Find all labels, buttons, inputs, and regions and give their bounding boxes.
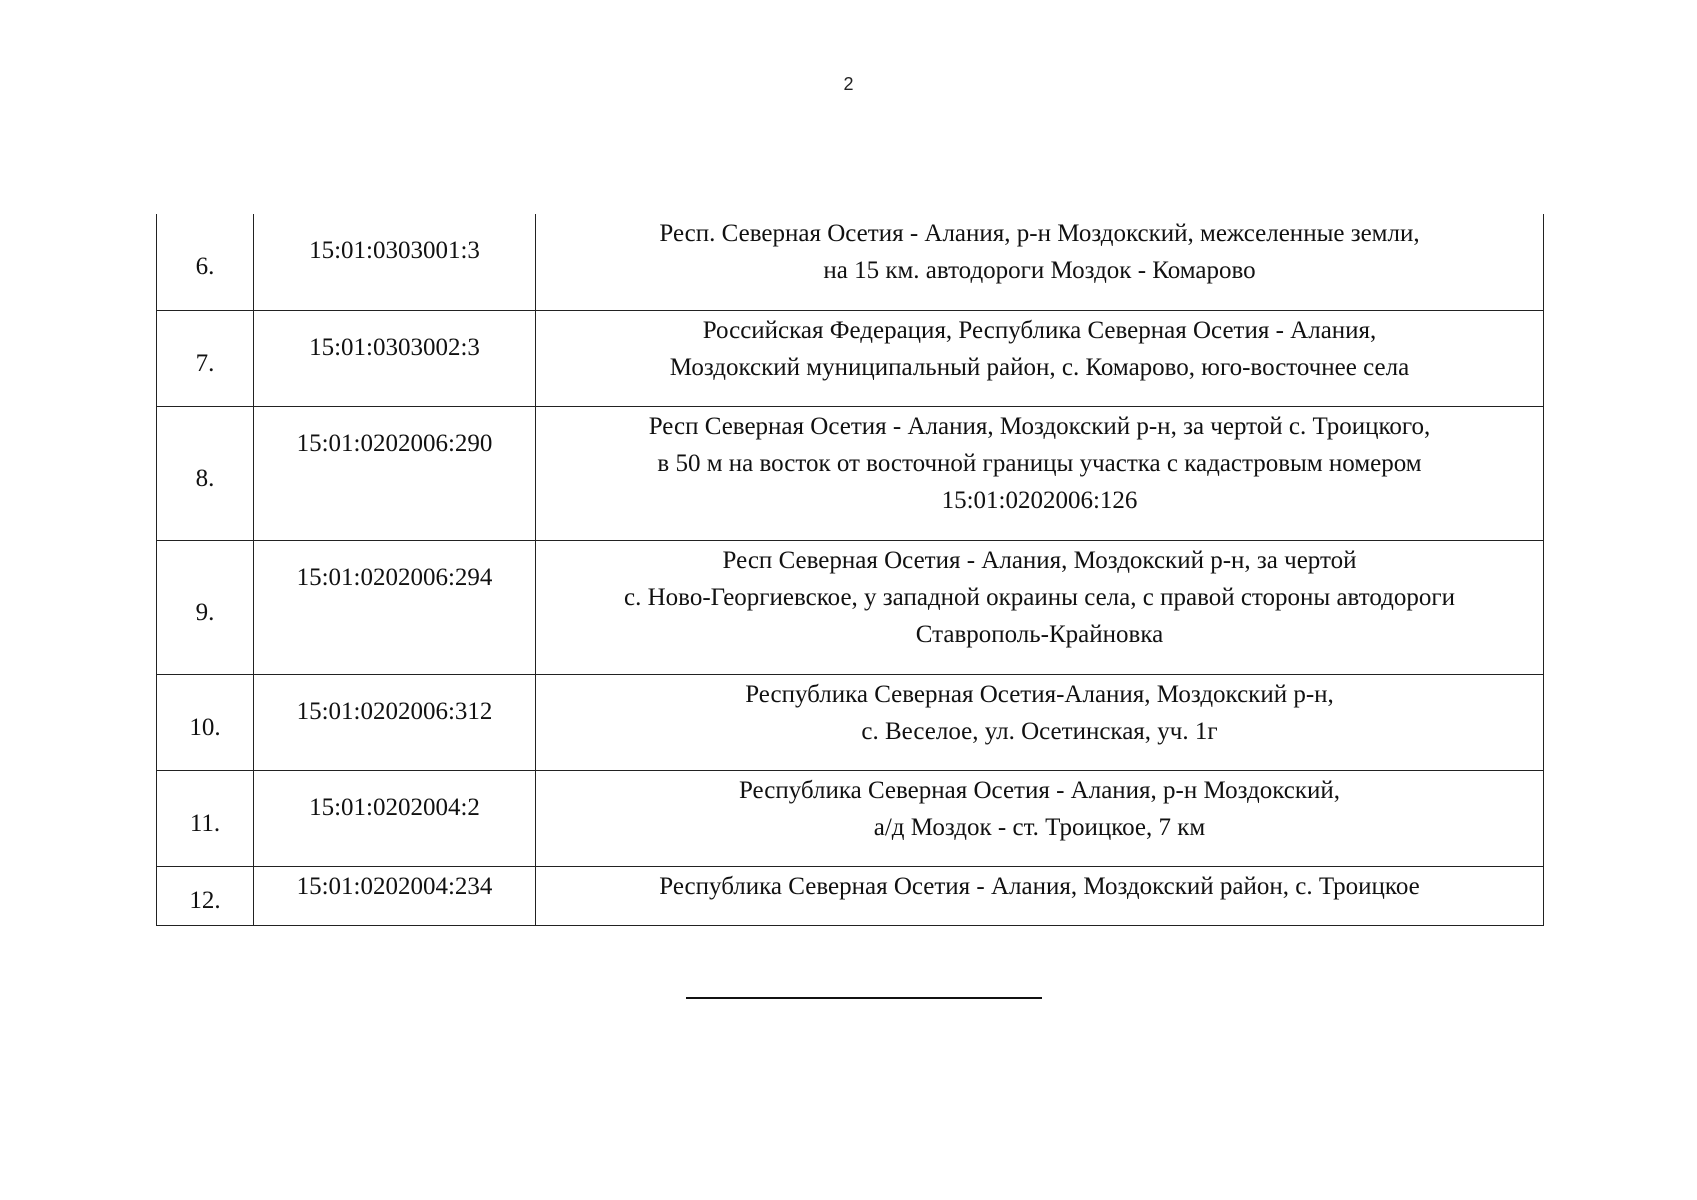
address-line: Респ Северная Осетия - Алания, Моздокский р-н, за чертой с. Троицкого,	[648, 412, 1431, 440]
row-number: 9.	[157, 540, 254, 674]
address-line: Ставрополь-Крайновка	[915, 620, 1164, 648]
address-line: Респ. Северная Осетия - Алания, р-н Моздокский, межселенные земли,	[659, 220, 1420, 247]
row-number: 12.	[157, 866, 254, 925]
row-number: 10.	[157, 674, 254, 770]
address-line: а/д Моздок - ст. Троицкое, 7 км	[873, 813, 1206, 841]
address-line: в 50 м на восток от восточной границы участка с кадастровым номером	[657, 449, 1422, 477]
address-line: с. Ново-Георгиевское, у западной окраины села, с правой стороны автодороги	[624, 583, 1455, 611]
address-cell	[536, 540, 1544, 674]
address-cell	[536, 214, 1544, 310]
row-number: 7.	[157, 310, 254, 406]
cadastral-number: 15:01:0202006:294	[254, 540, 536, 674]
address-line: Российская Федерация, Республика Северная Осетия - Алания,	[702, 316, 1377, 344]
table-row	[157, 310, 1544, 406]
table-row	[157, 540, 1544, 674]
address-line: Республика Северная Осетия - Алания, Моздокский район, с. Троицкое	[659, 872, 1420, 900]
closing-rule	[686, 997, 1042, 999]
row-number: 6.	[157, 214, 254, 310]
address-line: с. Веселое, ул. Осетинская, уч. 1г	[861, 717, 1218, 745]
address-cell	[536, 406, 1544, 540]
cadastral-number: 15:01:0202006:312	[254, 674, 536, 770]
address-line: на 15 км. автодороги Моздок - Комарово	[823, 257, 1256, 284]
address-cell	[536, 310, 1544, 406]
cadastral-number: 15:01:0202004:2	[254, 770, 536, 866]
address-line: Республика Северная Осетия-Алания, Моздокский р-н,	[745, 680, 1334, 708]
cadastral-number: 15:01:0303001:3	[254, 214, 536, 310]
page-number: 2	[843, 74, 854, 94]
address-cell	[536, 674, 1544, 770]
address-line: Респ Северная Осетия - Алания, Моздокский р-н, за чертой	[722, 546, 1357, 574]
cadastral-number: 15:01:0202004:234	[254, 866, 536, 925]
address-line: 15:01:0202006:126	[941, 486, 1138, 514]
table-row	[157, 214, 1544, 310]
land-plots-table	[156, 214, 1544, 926]
table-row	[157, 406, 1544, 540]
row-number: 8.	[157, 406, 254, 540]
address-line: Республика Северная Осетия - Алания, р-н Моздокский,	[738, 776, 1341, 804]
table-row	[157, 770, 1544, 866]
address-line: Моздокский муниципальный район, с. Комарово, юго-восточнее села	[669, 353, 1410, 381]
cadastral-number: 15:01:0202006:290	[254, 406, 536, 540]
table-row	[157, 866, 1544, 925]
address-cell	[536, 770, 1544, 866]
address-cell	[536, 866, 1544, 925]
row-number: 11.	[157, 770, 254, 866]
table-row	[157, 674, 1544, 770]
cadastral-number: 15:01:0303002:3	[254, 310, 536, 406]
